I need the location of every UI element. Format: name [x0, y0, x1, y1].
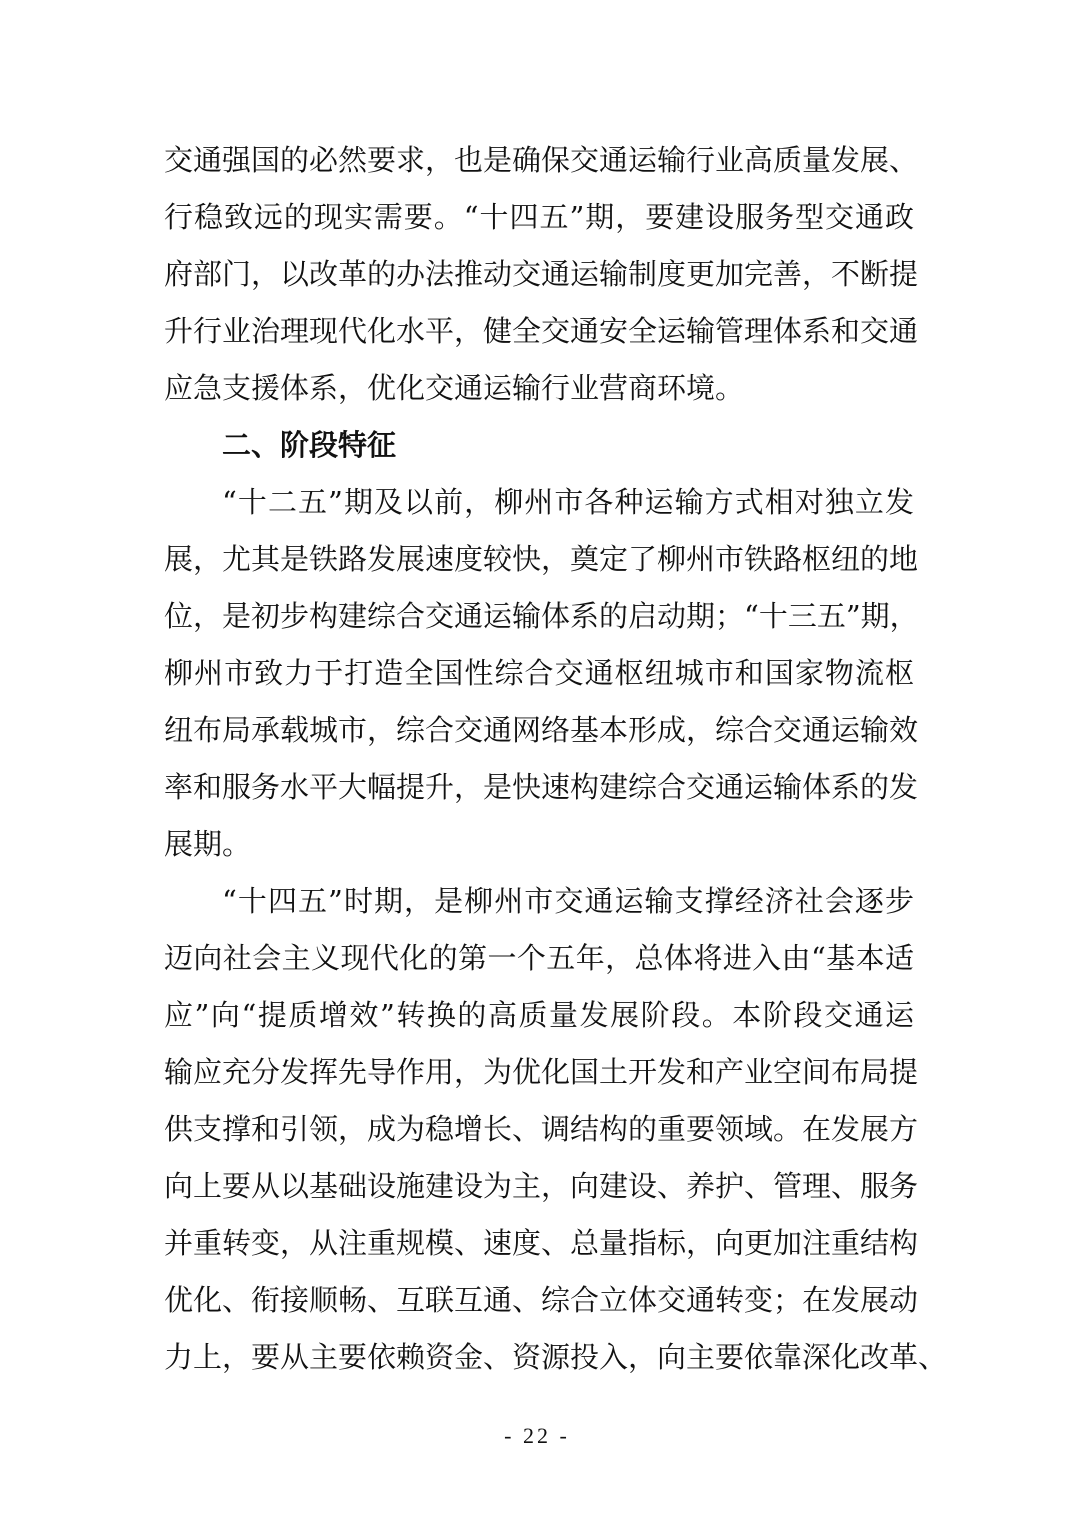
paragraph-line: 供支撑和引领，成为稳增长、调结构的重要领域。在发展方 — [164, 1112, 919, 1146]
page-number: - 22 - — [504, 1423, 570, 1448]
paragraph-line: “十四五”时期，是柳州市交通运输支撑经济社会逐步 — [222, 884, 914, 918]
paragraph-line: 展，尤其是铁路发展速度较快，奠定了柳州市铁路枢纽的地 — [164, 542, 919, 576]
paragraph-line: 优化、衔接顺畅、互联互通、综合立体交通转变；在发展动 — [164, 1283, 919, 1317]
paragraph-line: 向上要从以基础设施建设为主，向建设、养护、管理、服务 — [164, 1169, 919, 1203]
paragraph-line: 交通强国的必然要求，也是确保交通运输行业高质量发展、 — [164, 143, 919, 177]
paragraph-line: 迈向社会主义现代化的第一个五年，总体将进入由“基本适 — [164, 941, 914, 975]
paragraph-line: “十二五”期及以前，柳州市各种运输方式相对独立发 — [222, 485, 914, 519]
paragraph-line: 应”向“提质增效”转换的高质量发展阶段。本阶段交通运 — [164, 998, 914, 1032]
section-heading: 二、阶段特征 — [222, 428, 397, 462]
paragraph-line: 输应充分发挥先导作用，为优化国土开发和产业空间布局提 — [164, 1055, 919, 1089]
paragraph-line: 柳州市致力于打造全国性综合交通枢纽城市和国家物流枢 — [164, 656, 914, 690]
paragraph-line: 行稳致远的现实需要。“十四五”期，要建设服务型交通政 — [164, 200, 914, 234]
paragraph-line: 府部门，以改革的办法推动交通运输制度更加完善，不断提 — [164, 257, 919, 291]
paragraph-line: 力上，要从主要依赖资金、资源投入，向主要依靠深化改革、 — [164, 1340, 948, 1374]
paragraph-line: 并重转变，从注重规模、速度、总量指标，向更加注重结构 — [164, 1226, 919, 1260]
paragraph-line: 位，是初步构建综合交通运输体系的启动期；“十三五”期， — [164, 599, 919, 633]
paragraph-line: 应急支援体系，优化交通运输行业营商环境。 — [164, 371, 745, 405]
paragraph-line: 升行业治理现代化水平，健全交通安全运输管理体系和交通 — [164, 314, 919, 348]
paragraph-line: 率和服务水平大幅提升，是快速构建综合交通运输体系的发 — [164, 770, 919, 804]
paragraph-line: 展期。 — [164, 827, 252, 861]
paragraph-line: 纽布局承载城市，综合交通网络基本形成，综合交通运输效 — [164, 713, 919, 747]
